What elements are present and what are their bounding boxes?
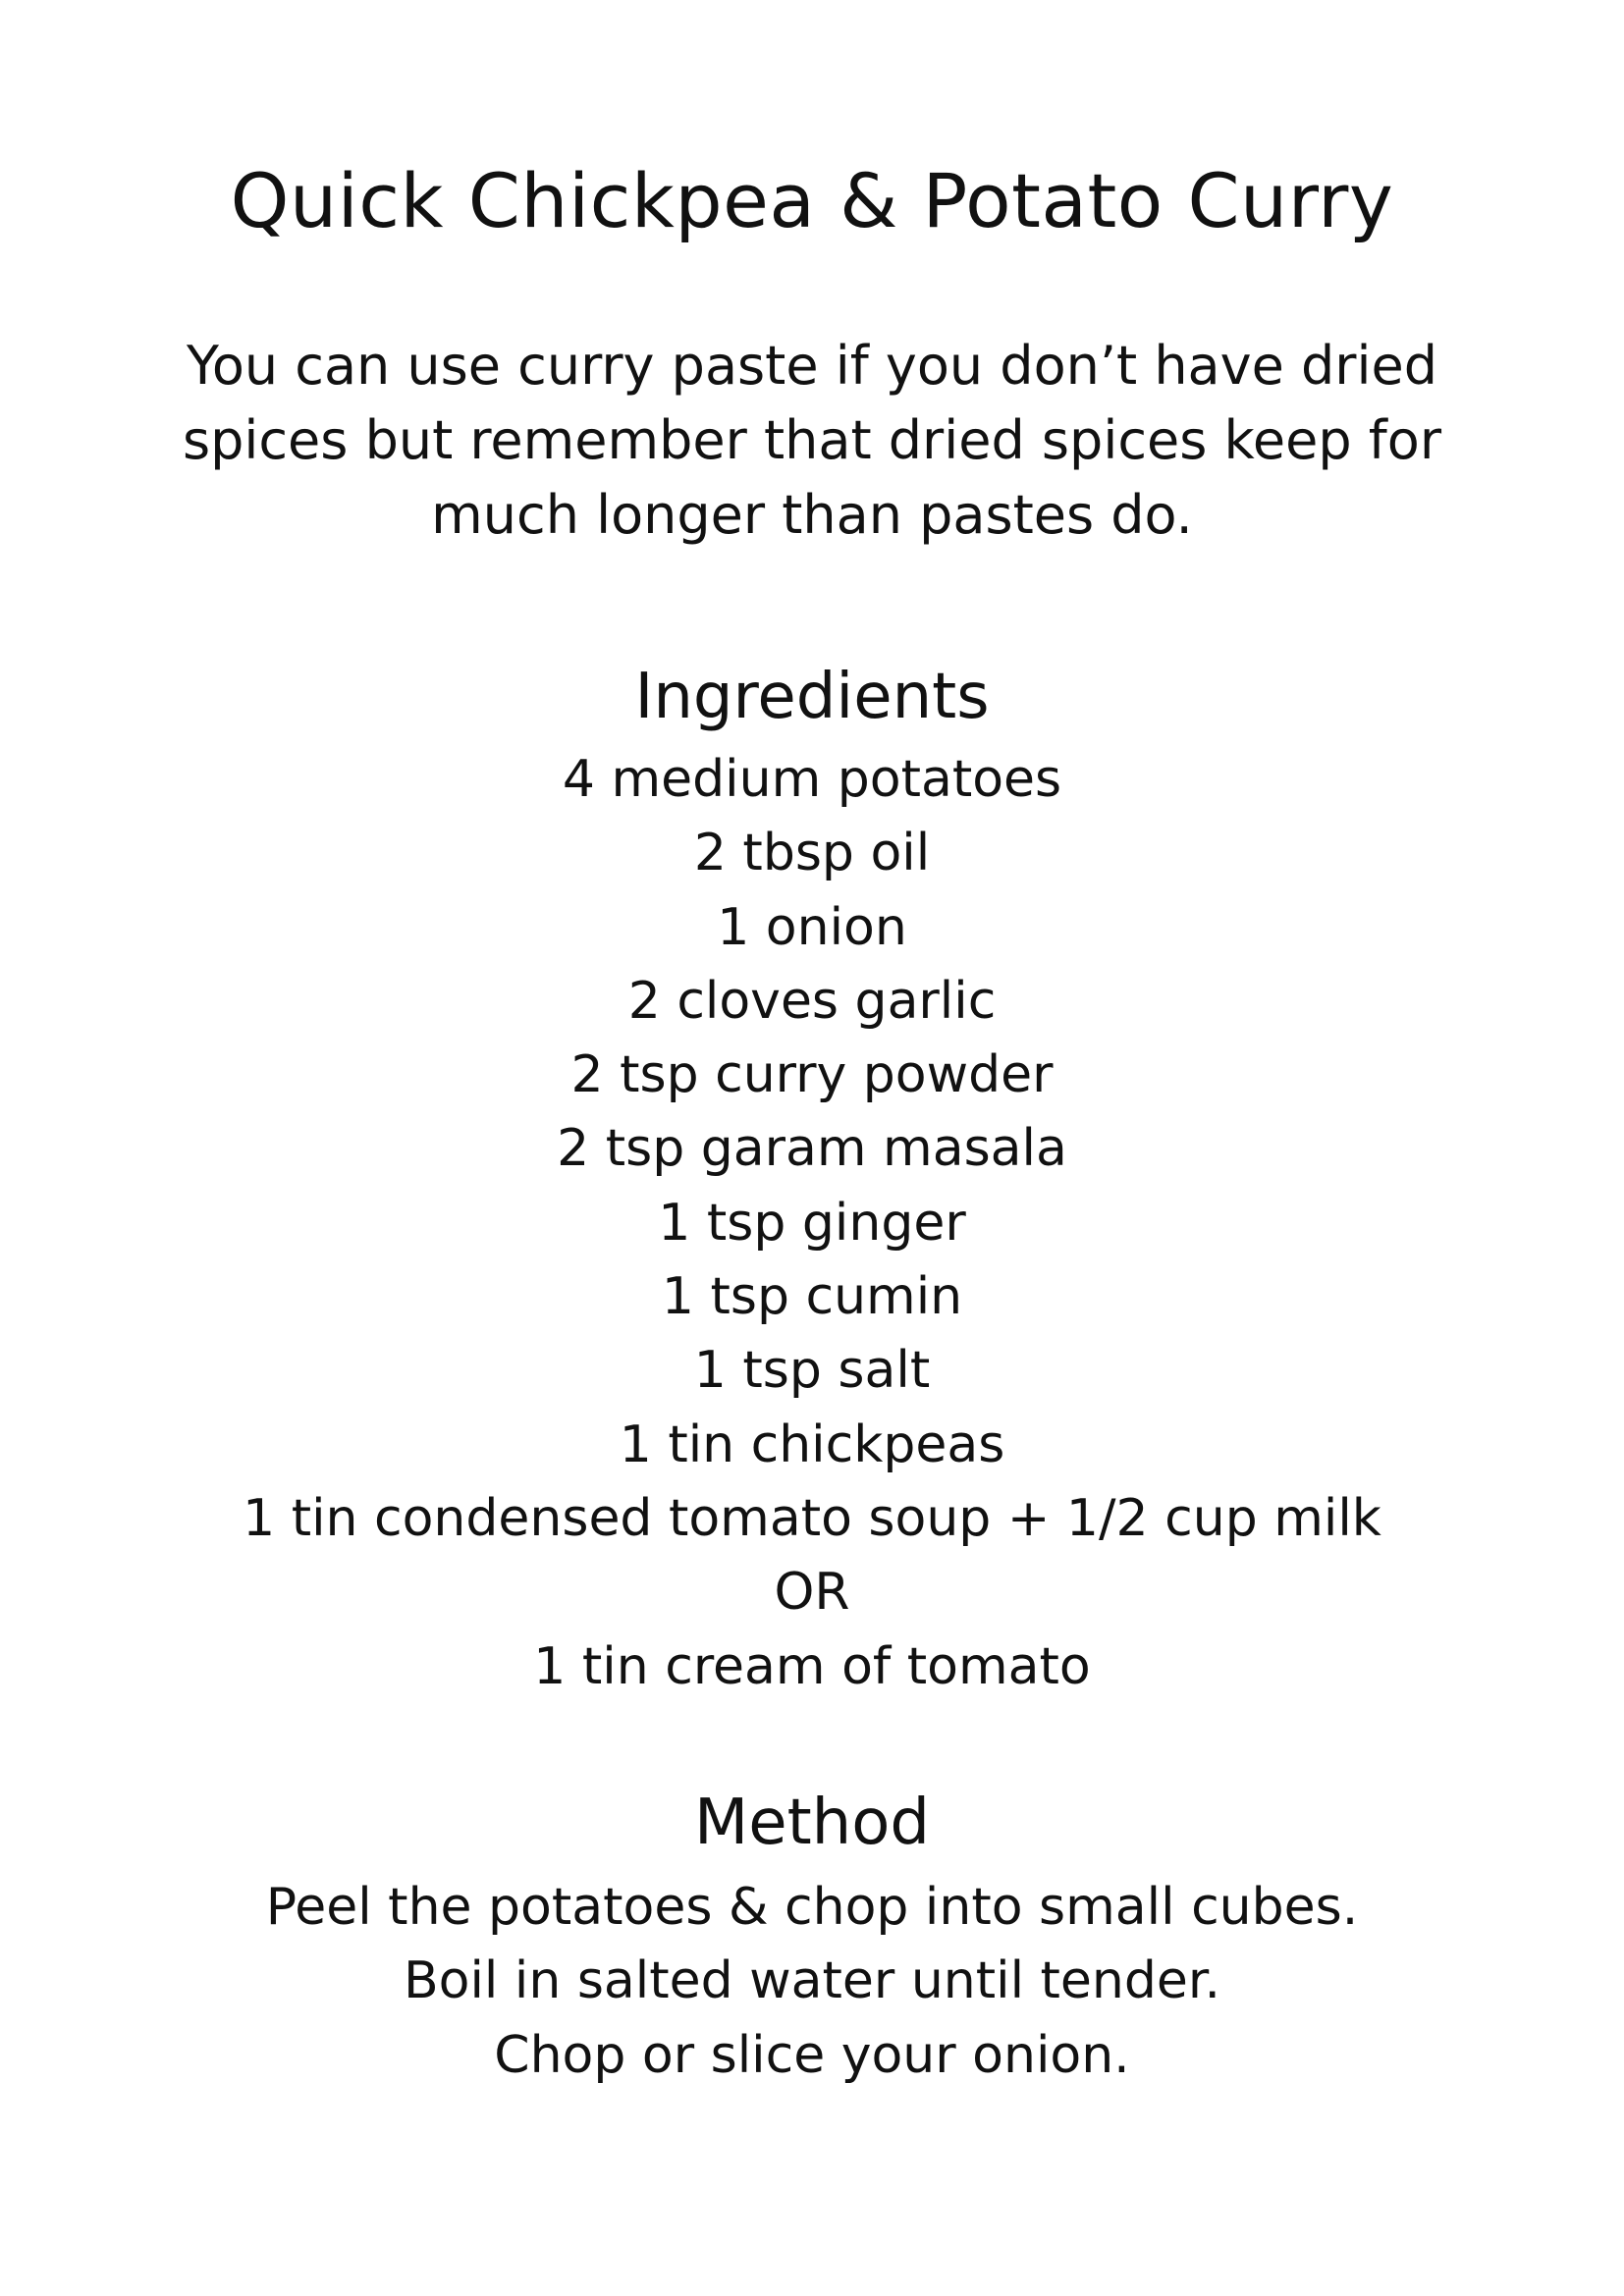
ingredients-list	[0, 743, 1624, 1704]
method-step: Boil in salted water until tender.	[403, 1951, 1221, 2011]
ingredient-item: 1 tin chickpeas	[619, 1415, 1005, 1474]
ingredient-item: 1 tsp salt	[693, 1341, 931, 1401]
method-heading: Method	[693, 1787, 931, 1859]
recipe-title: Quick Chickpea & Potato Curry	[230, 157, 1394, 244]
ingredient-item: 2 tbsp oil	[693, 824, 931, 883]
method-step: Chop or slice your onion.	[494, 2025, 1130, 2085]
ingredients-heading: Ingredients	[634, 661, 990, 733]
ingredient-item: 2 tsp curry powder	[570, 1045, 1054, 1105]
ingredient-item: 1 tin cream of tomato	[533, 1636, 1091, 1696]
ingredient-item: 1 onion	[717, 897, 907, 957]
ingredient-item: 1 tin condensed tomato soup + 1/2 cup milk	[243, 1488, 1381, 1548]
ingredient-item: 4 medium potatoes	[562, 750, 1062, 809]
ingredient-item: OR	[774, 1563, 850, 1623]
ingredient-item: 2 cloves garlic	[627, 971, 997, 1031]
method-list	[0, 1871, 1624, 2093]
ingredient-item: 1 tsp cumin	[661, 1267, 963, 1327]
ingredient-item: 1 tsp ginger	[658, 1193, 966, 1253]
method-step: Peel the potatoes & chop into small cubes.	[265, 1878, 1359, 1937]
ingredient-item: 2 tsp garam masala	[557, 1119, 1067, 1179]
recipe-intro: You can use curry paste if you don’t have dried spices but remember that dried spices keep for much longer than pastes do.	[182, 335, 1442, 546]
